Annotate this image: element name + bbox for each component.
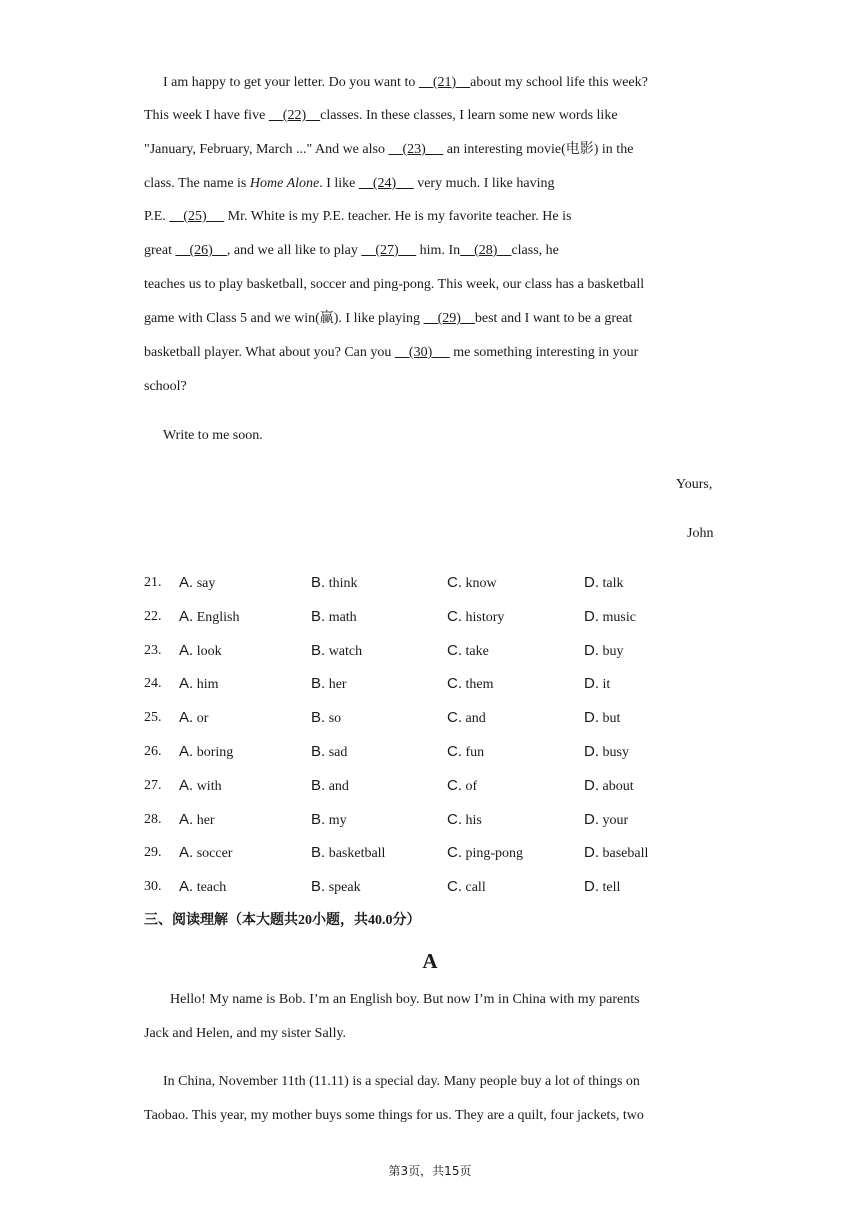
letter-line-7: teaches us to play basketball, soccer and ping-pong. This week, our class has a basketball bbox=[144, 277, 645, 292]
option-text: with bbox=[196, 778, 222, 794]
passage-line: In China, November 11th (11.11) is a special day. Many people buy a lot of things on bbox=[163, 1074, 640, 1089]
question-number: 26. bbox=[144, 744, 162, 759]
option-c bbox=[447, 674, 494, 695]
text: an interesting movie(电影) in the bbox=[443, 142, 634, 157]
text: class. The name is bbox=[144, 176, 250, 191]
question-number: 29. bbox=[144, 845, 162, 861]
option-letter: D. bbox=[584, 878, 599, 896]
option-text: about bbox=[602, 778, 634, 794]
option-letter: D. bbox=[584, 709, 599, 727]
question-number: 27. bbox=[144, 777, 162, 793]
option-b bbox=[311, 573, 357, 594]
letter-line-6 bbox=[144, 241, 559, 261]
option-text: music bbox=[602, 609, 636, 625]
question-number: 25. bbox=[144, 710, 162, 726]
option-letter: D. bbox=[584, 844, 599, 862]
option-letter: B. bbox=[311, 844, 326, 862]
option-text: ping-pong bbox=[465, 846, 524, 862]
text: great bbox=[144, 243, 176, 258]
text: about my school life this week? bbox=[470, 75, 648, 90]
text: class, he bbox=[511, 243, 559, 258]
passage-line: Taobao. This year, my mother buys some things for us. They are a quilt, four jackets, two bbox=[144, 1108, 644, 1123]
option-text: your bbox=[602, 812, 629, 828]
option-letter: C. bbox=[447, 675, 462, 693]
option-a bbox=[179, 843, 232, 864]
letter-line-10: school? bbox=[144, 379, 187, 394]
question-number: 23. bbox=[144, 642, 162, 658]
option-letter: B. bbox=[311, 607, 326, 625]
option-text: math bbox=[328, 609, 357, 625]
letter-line-3 bbox=[144, 140, 633, 160]
option-letter: C. bbox=[447, 844, 462, 862]
option-b bbox=[311, 708, 341, 729]
text: basketball player. What about you? Can you bbox=[144, 345, 395, 360]
option-letter: C. bbox=[447, 776, 462, 794]
text: . I like bbox=[319, 176, 359, 191]
option-c bbox=[447, 776, 477, 797]
option-letter: C. bbox=[447, 810, 462, 828]
text: P.E. bbox=[144, 209, 170, 224]
option-a bbox=[179, 776, 222, 797]
option-letter: B. bbox=[311, 878, 326, 896]
question-row bbox=[144, 641, 744, 661]
option-letter: D. bbox=[584, 607, 599, 625]
option-text: sad bbox=[328, 745, 348, 760]
option-d bbox=[584, 776, 634, 797]
option-text: watch bbox=[328, 643, 363, 659]
option-text: or bbox=[196, 711, 209, 727]
text: classes. In these classes, I learn some new words like bbox=[320, 108, 618, 123]
option-letter: B. bbox=[311, 810, 326, 828]
option-c bbox=[447, 573, 497, 594]
option-text: take bbox=[465, 643, 489, 659]
option-c bbox=[447, 742, 484, 763]
option-text: soccer bbox=[196, 846, 233, 862]
option-letter: A. bbox=[179, 607, 194, 625]
text: me something interesting in your bbox=[449, 345, 639, 360]
option-text: busy bbox=[602, 745, 629, 760]
option-d bbox=[584, 843, 648, 864]
question-row bbox=[144, 708, 744, 728]
option-letter: A. bbox=[179, 810, 194, 828]
option-d bbox=[584, 742, 629, 763]
option-text: of bbox=[465, 778, 478, 794]
option-text: fun bbox=[465, 745, 485, 760]
option-a bbox=[179, 674, 218, 695]
passage-line: Hello! My name is Bob. I’m an English boy. But now I’m in China with my parents bbox=[170, 992, 640, 1007]
option-letter: C. bbox=[447, 641, 462, 659]
option-b bbox=[311, 742, 347, 763]
option-letter: A. bbox=[179, 641, 194, 659]
option-b bbox=[311, 877, 361, 898]
option-text: look bbox=[196, 643, 222, 659]
option-letter: A. bbox=[179, 709, 194, 727]
option-text: teach bbox=[196, 880, 227, 896]
option-letter: D. bbox=[584, 776, 599, 794]
option-d bbox=[584, 708, 620, 729]
option-letter: A. bbox=[179, 675, 194, 693]
option-c bbox=[447, 708, 486, 729]
option-text: tell bbox=[602, 880, 621, 896]
blank-22: (22) bbox=[282, 108, 307, 123]
option-letter: B. bbox=[311, 574, 326, 591]
option-letter: D. bbox=[584, 743, 599, 760]
question-number: 28. bbox=[144, 811, 162, 827]
option-letter: D. bbox=[584, 675, 599, 693]
option-letter: B. bbox=[311, 776, 326, 794]
text: game with Class 5 and we win(赢). I like playing bbox=[144, 311, 424, 326]
option-a bbox=[179, 641, 222, 662]
option-text: my bbox=[328, 812, 347, 828]
question-row bbox=[144, 573, 744, 593]
option-letter: A. bbox=[179, 844, 194, 862]
text: very much. I like having bbox=[413, 176, 555, 191]
option-letter: A. bbox=[179, 878, 194, 896]
text: This week I have five bbox=[144, 108, 269, 123]
letter-signature: John bbox=[687, 526, 714, 541]
text: best and I want to be a great bbox=[474, 311, 633, 326]
option-d bbox=[584, 674, 610, 695]
option-text: her bbox=[196, 812, 215, 828]
option-letter: C. bbox=[447, 743, 462, 760]
option-letter: B. bbox=[311, 641, 326, 659]
option-text: say bbox=[196, 576, 216, 591]
question-row bbox=[144, 776, 744, 796]
option-letter: A. bbox=[179, 743, 194, 760]
option-a bbox=[179, 810, 215, 831]
option-d bbox=[584, 877, 620, 898]
question-row bbox=[144, 607, 744, 627]
letter-line-4 bbox=[144, 174, 554, 194]
option-a bbox=[179, 573, 215, 594]
option-text: basketball bbox=[328, 846, 386, 862]
blank-24: (24) bbox=[372, 176, 397, 191]
blank-21: (21) bbox=[432, 75, 457, 90]
section-heading: 三、阅读理解（本大题共20小题，共40.0分） bbox=[144, 912, 421, 928]
option-b bbox=[311, 810, 347, 831]
option-letter: A. bbox=[179, 776, 194, 794]
option-letter: C. bbox=[447, 878, 462, 896]
text: "January, February, March ..." And we also bbox=[144, 142, 389, 157]
text: I am happy to get your letter. Do you want to bbox=[163, 75, 419, 90]
option-text: and bbox=[465, 711, 486, 727]
letter-line-8 bbox=[144, 309, 632, 329]
option-letter: B. bbox=[311, 675, 326, 693]
page-footer: 第3页，共15页 bbox=[388, 1164, 472, 1178]
option-letter: D. bbox=[584, 641, 599, 659]
letter-line-1 bbox=[163, 73, 648, 93]
option-c bbox=[447, 607, 504, 628]
option-d bbox=[584, 607, 636, 628]
option-a bbox=[179, 607, 239, 628]
option-text: boring bbox=[196, 745, 234, 760]
question-number: 22. bbox=[144, 608, 162, 624]
blank-29: (29) bbox=[437, 311, 461, 326]
option-text: but bbox=[602, 711, 621, 727]
option-letter: D. bbox=[584, 574, 599, 591]
option-d bbox=[584, 641, 624, 662]
option-b bbox=[311, 674, 347, 695]
option-c bbox=[447, 810, 482, 831]
option-c bbox=[447, 877, 486, 898]
option-text: think bbox=[328, 576, 358, 591]
text: , and we all like to play bbox=[226, 243, 362, 258]
option-text: him bbox=[196, 677, 219, 693]
option-letter: B. bbox=[311, 743, 326, 760]
option-letter: C. bbox=[447, 574, 462, 591]
option-text: so bbox=[328, 711, 342, 727]
blank-28: (28) bbox=[474, 243, 498, 258]
option-b bbox=[311, 641, 362, 662]
option-text: it bbox=[602, 677, 611, 693]
option-c bbox=[447, 641, 489, 662]
option-a bbox=[179, 708, 208, 729]
option-text: and bbox=[328, 778, 349, 794]
movie-title: Home Alone bbox=[249, 176, 320, 191]
option-a bbox=[179, 877, 226, 898]
option-letter: C. bbox=[447, 607, 462, 625]
letter-line-5 bbox=[144, 207, 571, 227]
option-a bbox=[179, 742, 233, 763]
question-row bbox=[144, 843, 744, 863]
letter-closing: Write to me soon. bbox=[163, 428, 263, 443]
question-number: 21. bbox=[144, 575, 162, 590]
option-text: talk bbox=[602, 576, 624, 591]
question-row bbox=[144, 674, 744, 694]
passage-line: Jack and Helen, and my sister Sally. bbox=[144, 1026, 347, 1041]
option-text: his bbox=[465, 812, 482, 828]
option-text: English bbox=[196, 609, 240, 625]
blank-25: (25) bbox=[183, 209, 207, 224]
option-b bbox=[311, 843, 385, 864]
passage-title: A bbox=[422, 949, 438, 973]
option-d bbox=[584, 573, 624, 594]
question-row bbox=[144, 877, 744, 897]
option-letter: A. bbox=[179, 574, 194, 591]
question-number: 24. bbox=[144, 676, 162, 692]
blank-23: (23) bbox=[402, 142, 426, 157]
text: him. In bbox=[416, 243, 461, 258]
blank-27: (27) bbox=[375, 243, 399, 258]
option-b bbox=[311, 776, 349, 797]
question-number: 30. bbox=[144, 879, 162, 895]
option-letter: B. bbox=[311, 709, 326, 727]
option-b bbox=[311, 607, 357, 628]
option-text: her bbox=[328, 677, 347, 693]
option-letter: C. bbox=[447, 709, 462, 727]
question-row bbox=[144, 742, 744, 762]
option-c bbox=[447, 843, 523, 864]
question-row bbox=[144, 810, 744, 830]
option-text: them bbox=[465, 677, 494, 693]
option-text: history bbox=[465, 609, 505, 625]
option-text: speak bbox=[328, 880, 361, 896]
option-text: know bbox=[465, 576, 497, 591]
option-text: buy bbox=[602, 643, 624, 659]
letter-yours: Yours, bbox=[676, 477, 713, 492]
blank-26: (26) bbox=[189, 243, 213, 258]
option-d bbox=[584, 810, 628, 831]
option-text: call bbox=[465, 880, 486, 896]
option-letter: D. bbox=[584, 810, 599, 828]
letter-line-2 bbox=[144, 106, 618, 126]
blank-30: (30) bbox=[408, 345, 433, 360]
text: Mr. White is my P.E. teacher. He is my favorite teacher. He is bbox=[224, 209, 572, 224]
option-text: baseball bbox=[602, 846, 649, 862]
letter-line-9 bbox=[144, 343, 638, 363]
